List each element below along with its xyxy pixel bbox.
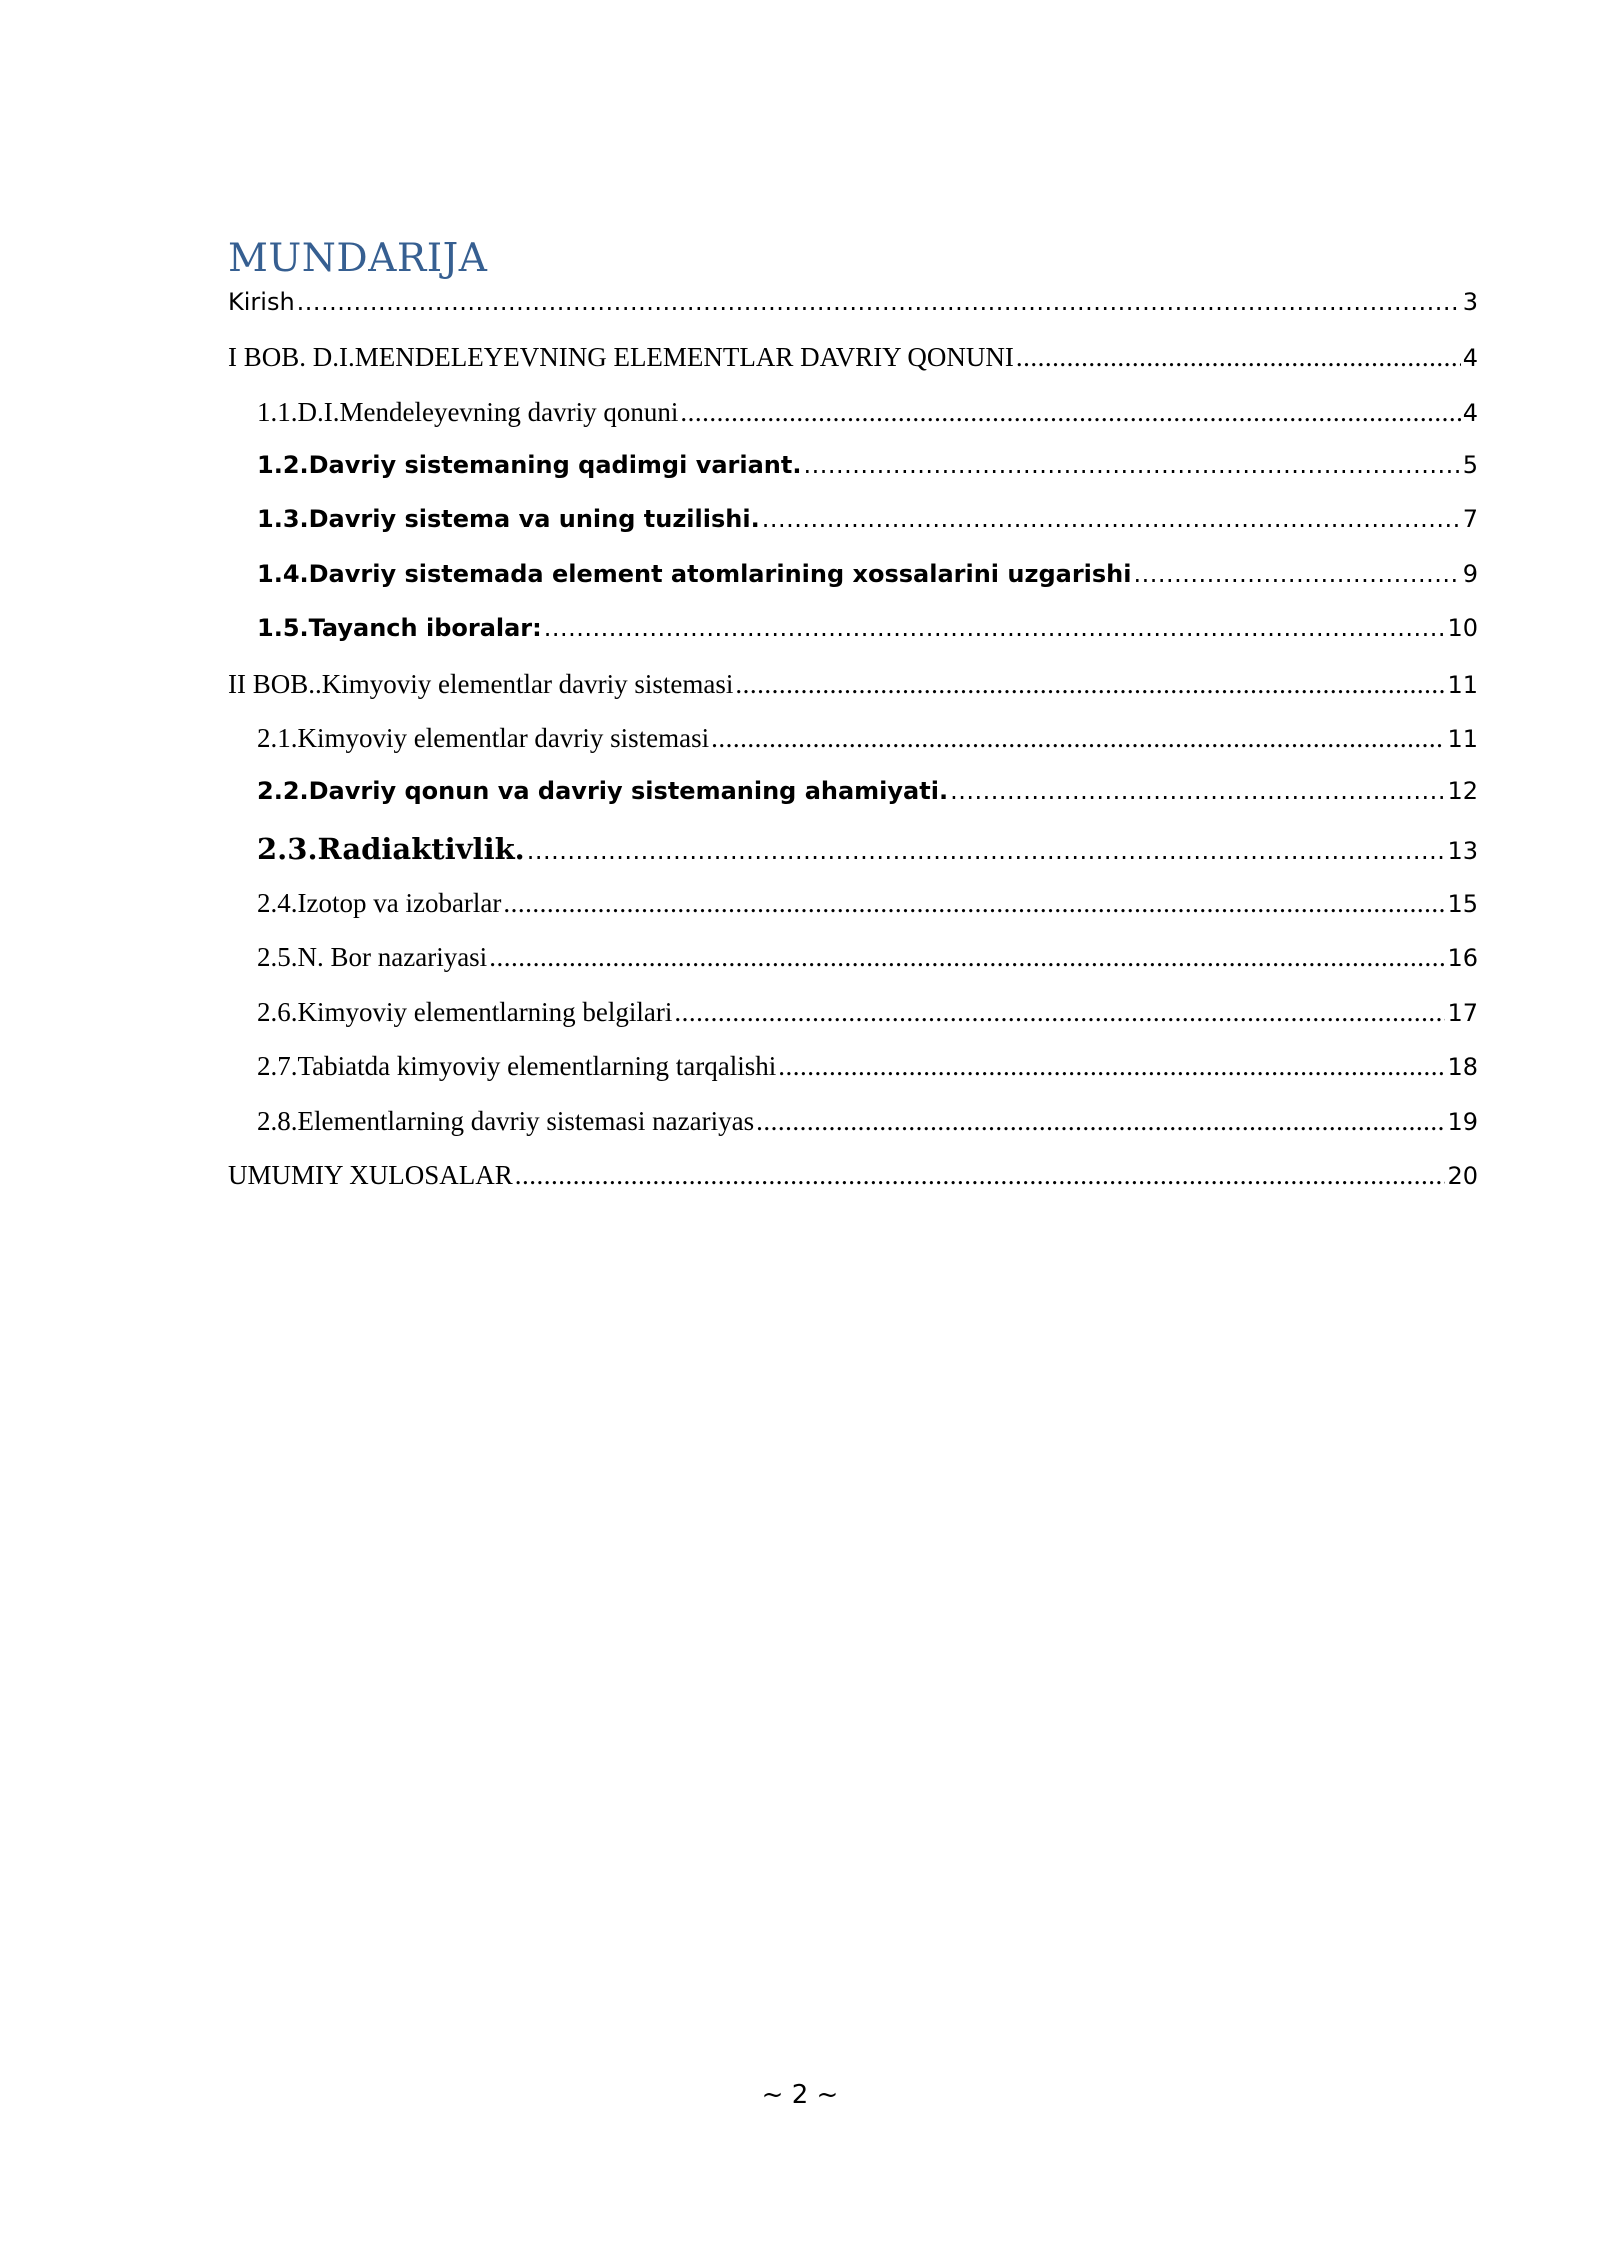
toc-dot-leader (735, 669, 1445, 700)
toc-page-number: 13 (1447, 837, 1478, 865)
toc-dot-leader (674, 997, 1445, 1028)
toc-dot-leader (297, 288, 1461, 316)
toc-entry-section-1-4[interactable] (257, 560, 1478, 600)
toc-entry-section-1-5[interactable] (257, 614, 1478, 654)
toc-page-number: 20 (1447, 1162, 1478, 1190)
toc-page-number: 7 (1462, 505, 1478, 533)
toc-page-number: 17 (1447, 999, 1478, 1027)
toc-entry-section-2-8[interactable] (257, 1106, 1478, 1146)
toc-entry-conclusions[interactable] (228, 1160, 1478, 1200)
toc-page-number: 19 (1447, 1108, 1478, 1136)
toc-entry-label: 2.1.Kimyoviy elementlar davriy sistemasi (257, 723, 710, 753)
toc-entry-section-1-1[interactable] (257, 397, 1478, 437)
toc-page-number: 16 (1447, 944, 1478, 972)
toc-page-number: 9 (1462, 560, 1478, 588)
toc-entry-section-2-4[interactable] (257, 888, 1478, 928)
toc-dot-leader (489, 942, 1445, 973)
toc-dot-leader (503, 888, 1445, 919)
toc-entry-section-2-6[interactable] (257, 997, 1478, 1037)
toc-page-number: 4 (1462, 344, 1478, 372)
toc-entry-section-2-5[interactable] (257, 942, 1478, 982)
toc-page-number: 11 (1447, 725, 1478, 753)
toc-entry-section-1-3[interactable] (257, 505, 1478, 545)
toc-entry-label: Kirish (228, 288, 295, 316)
toc-dot-leader (803, 451, 1460, 479)
toc-entry-label: 1.5.Tayanch iboralar: (257, 614, 542, 642)
toc-dot-leader (756, 1106, 1445, 1137)
toc-dot-leader (1133, 560, 1460, 588)
toc-dot-leader (1016, 342, 1461, 373)
toc-entry-chapter-2[interactable] (228, 669, 1478, 709)
toc-page-number: 4 (1462, 399, 1478, 427)
toc-entry-section-2-2[interactable] (257, 777, 1478, 817)
toc-entry-label: 2.6.Kimyoviy elementlarning belgilari (257, 997, 673, 1027)
toc-dot-leader (544, 614, 1446, 642)
toc-dot-leader (527, 837, 1446, 865)
toc-entry-label: 2.5.N. Bor nazariyasi (257, 942, 488, 972)
toc-entry-section-2-7[interactable] (257, 1051, 1478, 1091)
toc-page-number: 15 (1447, 890, 1478, 918)
toc-entry-label: 1.2.Davriy sistemaning qadimgi variant. (257, 451, 802, 479)
toc-entry-label: 2.4.Izotop va izobarlar (257, 888, 502, 918)
toc-entry-chapter-1[interactable] (228, 342, 1478, 382)
toc-dot-leader (515, 1160, 1446, 1191)
toc-page-number: 3 (1462, 288, 1478, 316)
toc-dot-leader (762, 505, 1461, 533)
toc-entry-label: 2.7.Tabiatda kimyoviy elementlarning tarqalishi (257, 1051, 777, 1081)
toc-entry-label: 1.3.Davriy sistema va uning tuzilishi. (257, 505, 760, 533)
toc-entry-label: UMUMIY XULOSALAR (228, 1160, 513, 1190)
toc-page-number: 10 (1447, 614, 1478, 642)
toc-page-number: 18 (1447, 1053, 1478, 1081)
toc-entry-section-2-3[interactable] (257, 832, 1478, 872)
toc-page-number: 5 (1462, 451, 1478, 479)
page-number-footer: ~ 2 ~ (761, 2080, 839, 2110)
toc-dot-leader (950, 777, 1445, 805)
toc-entry-label: 1.1.D.I.Mendeleyevning davriy qonuni (257, 397, 679, 427)
toc-page-number: 12 (1447, 777, 1478, 805)
toc-dot-leader (711, 723, 1445, 754)
toc-entry-section-2-1[interactable] (257, 723, 1478, 763)
toc-entry-label: I BOB. D.I.MENDELEYEVNING ELEMENTLAR DAVRIY QONUNI (228, 342, 1014, 372)
toc-entry-label: 2.2.Davriy qonun va davriy sistemaning ahamiyati. (257, 777, 949, 805)
toc-entry-label: II BOB..Kimyoviy elementlar davriy sistemasi (228, 669, 734, 699)
toc-entry-label: 1.4.Davriy sistemada element atomlarining xossalarini uzgarishi (257, 560, 1132, 588)
toc-dot-leader (680, 397, 1460, 428)
toc-entry-label: 2.8.Elementlarning davriy sistemasi nazariyas (257, 1106, 755, 1136)
toc-dot-leader (778, 1051, 1445, 1082)
toc-entry-label: 2.3.Radiaktivlik. (257, 832, 525, 866)
toc-page-number: 11 (1447, 671, 1478, 699)
toc-entry-section-1-2[interactable] (257, 451, 1478, 491)
toc-title: MUNDARIJA (228, 236, 488, 281)
toc-entry-kirish[interactable] (228, 288, 1478, 328)
